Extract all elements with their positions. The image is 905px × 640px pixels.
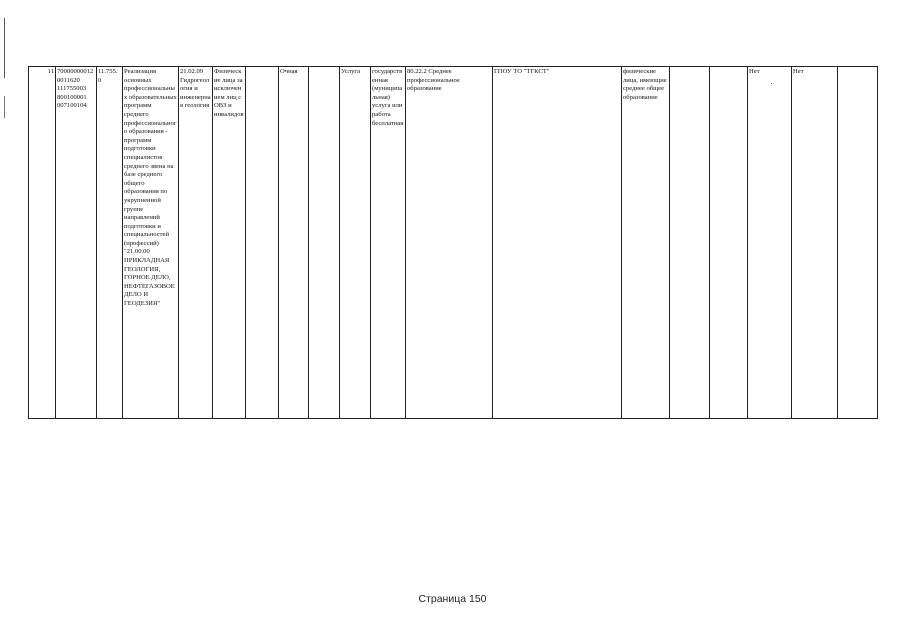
cell-yes-no-2: Нет [792,67,838,419]
cell-service-content: Реализация основных профессиональных образовательных программ среднего профессионального образования - программ подготовки специалистов среднего звена на базе среднего общего образования по укрупненной группе направлений подготовки и специальностей (профессий) "21.00.00 ПРИКЛАДНАЯ ГЕОЛОГИЯ, ГОРНОЕ ДЕЛО, НЕФТЕГАЗОВОЕ ДЕЛО И ГЕОДЕЗИЯ" [123,67,179,419]
table-row [29,67,878,419]
cell-empty-1 [246,67,279,419]
cell-organization: ГПОУ ТО "ТГКСТ" [493,67,622,419]
cell-yes-no-1: Нет [748,67,792,419]
registry-table [28,66,878,419]
scan-edge-mark [4,18,5,78]
cell-kind: государственная (муниципальная) услуга или работа бесплатная [371,67,406,419]
cell-category: Физические лица за исключением лиц с ОВЗ и инвалидов [213,67,246,419]
cell-consumers: физические лица, имеющие среднее общее образование [622,67,670,419]
cell-empty-2 [309,67,340,419]
cell-form: Очная [279,67,309,419]
cell-specialty: 21.02.09 Гидрогеология и инженерная геология [179,67,213,419]
cell-empty-3 [670,67,710,419]
cell-code-short: 11.755. 0 [97,67,123,419]
cell-row-number: 11 [29,67,56,419]
cell-type: Услуга [340,67,371,419]
page-number: Страница 150 [418,593,487,605]
cell-registry-code: 700000000120011620 111755003 800100001 007100104 [56,67,97,419]
cell-okved: 80.22.2 Среднее профессиональное образование [406,67,493,419]
cell-empty-5 [838,67,878,419]
scan-edge-mark-2 [4,96,5,118]
cell-empty-4 [710,67,748,419]
scan-speck [771,83,772,84]
